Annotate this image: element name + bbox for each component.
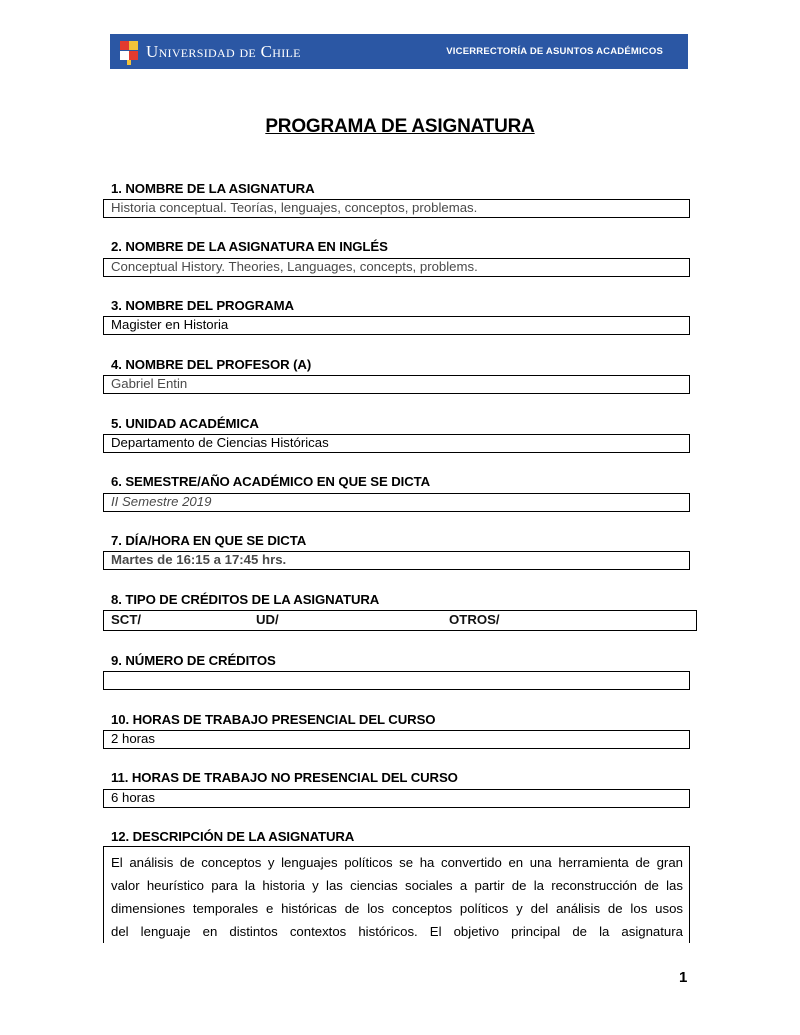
section-3-label: 3. NOMBRE DEL PROGRAMA (111, 298, 294, 313)
university-crest-icon (118, 39, 140, 65)
description-line: El análisis de conceptos y lenguajes políticos se ha convertido en una herramienta de gran (111, 855, 683, 870)
section-7-label: 7. DÍA/HORA EN QUE SE DICTA (111, 533, 307, 548)
section-11-field: 6 horas (103, 789, 690, 808)
section-10-field: 2 horas (103, 730, 690, 749)
section-2-field: Conceptual History. Theories, Languages, concepts, problems. (103, 258, 690, 277)
description-line: valor heurístico para la historia y las ciencias sociales a partir de la reconstrucción de las (111, 878, 683, 893)
header-banner (110, 34, 688, 69)
credit-type-sct: SCT/ (111, 612, 142, 627)
credit-type-ud: UD/ (256, 612, 279, 627)
section-12-label: 12. DESCRIPCIÓN DE LA ASIGNATURA (111, 829, 355, 844)
section-11-label: 11. HORAS DE TRABAJO NO PRESENCIAL DEL CURSO (111, 770, 458, 785)
section-4-label: 4. NOMBRE DEL PROFESOR (A) (111, 357, 312, 372)
section-4-field: Gabriel Entin (103, 375, 690, 394)
description-line: del lenguaje en distintos contextos históricos. El objetivo principal de la asignatura (111, 924, 683, 939)
section-6-field: II Semestre 2019 (103, 493, 690, 512)
section-1-field: Historia conceptual. Teorías, lenguajes, conceptos, problemas. (103, 199, 690, 218)
section-5-label: 5. UNIDAD ACADÉMICA (111, 416, 259, 431)
office-name: VICERRECTORÍA DE ASUNTOS ACADÉMICOS (446, 46, 663, 57)
section-2-label: 2. NOMBRE DE LA ASIGNATURA EN INGLÉS (111, 239, 388, 254)
section-12-field (103, 846, 690, 943)
university-name: Universidad de Chile (146, 41, 301, 61)
page-number: 1 (679, 969, 688, 986)
section-9-label: 9. NÚMERO DE CRÉDITOS (111, 653, 276, 668)
section-6-label: 6. SEMESTRE/AÑO ACADÉMICO EN QUE SE DICTA (111, 474, 431, 489)
section-10-label: 10. HORAS DE TRABAJO PRESENCIAL DEL CURSO (111, 712, 436, 727)
section-9-field (103, 671, 690, 690)
section-5-field: Departamento de Ciencias Históricas (103, 434, 690, 453)
section-8-field (103, 610, 697, 631)
section-1-label: 1. NOMBRE DE LA ASIGNATURA (111, 181, 315, 196)
description-line: dimensiones temporales e históricas de los conceptos políticos y del análisis de los usos (111, 901, 683, 916)
section-3-field: Magister en Historia (103, 316, 690, 335)
section-8-label: 8. TIPO DE CRÉDITOS DE LA ASIGNATURA (111, 592, 380, 607)
page-title: PROGRAMA DE ASIGNATURA (265, 116, 535, 137)
section-7-field: Martes de 16:15 a 17:45 hrs. (103, 551, 690, 570)
credit-type-otros: OTROS/ (449, 612, 500, 627)
